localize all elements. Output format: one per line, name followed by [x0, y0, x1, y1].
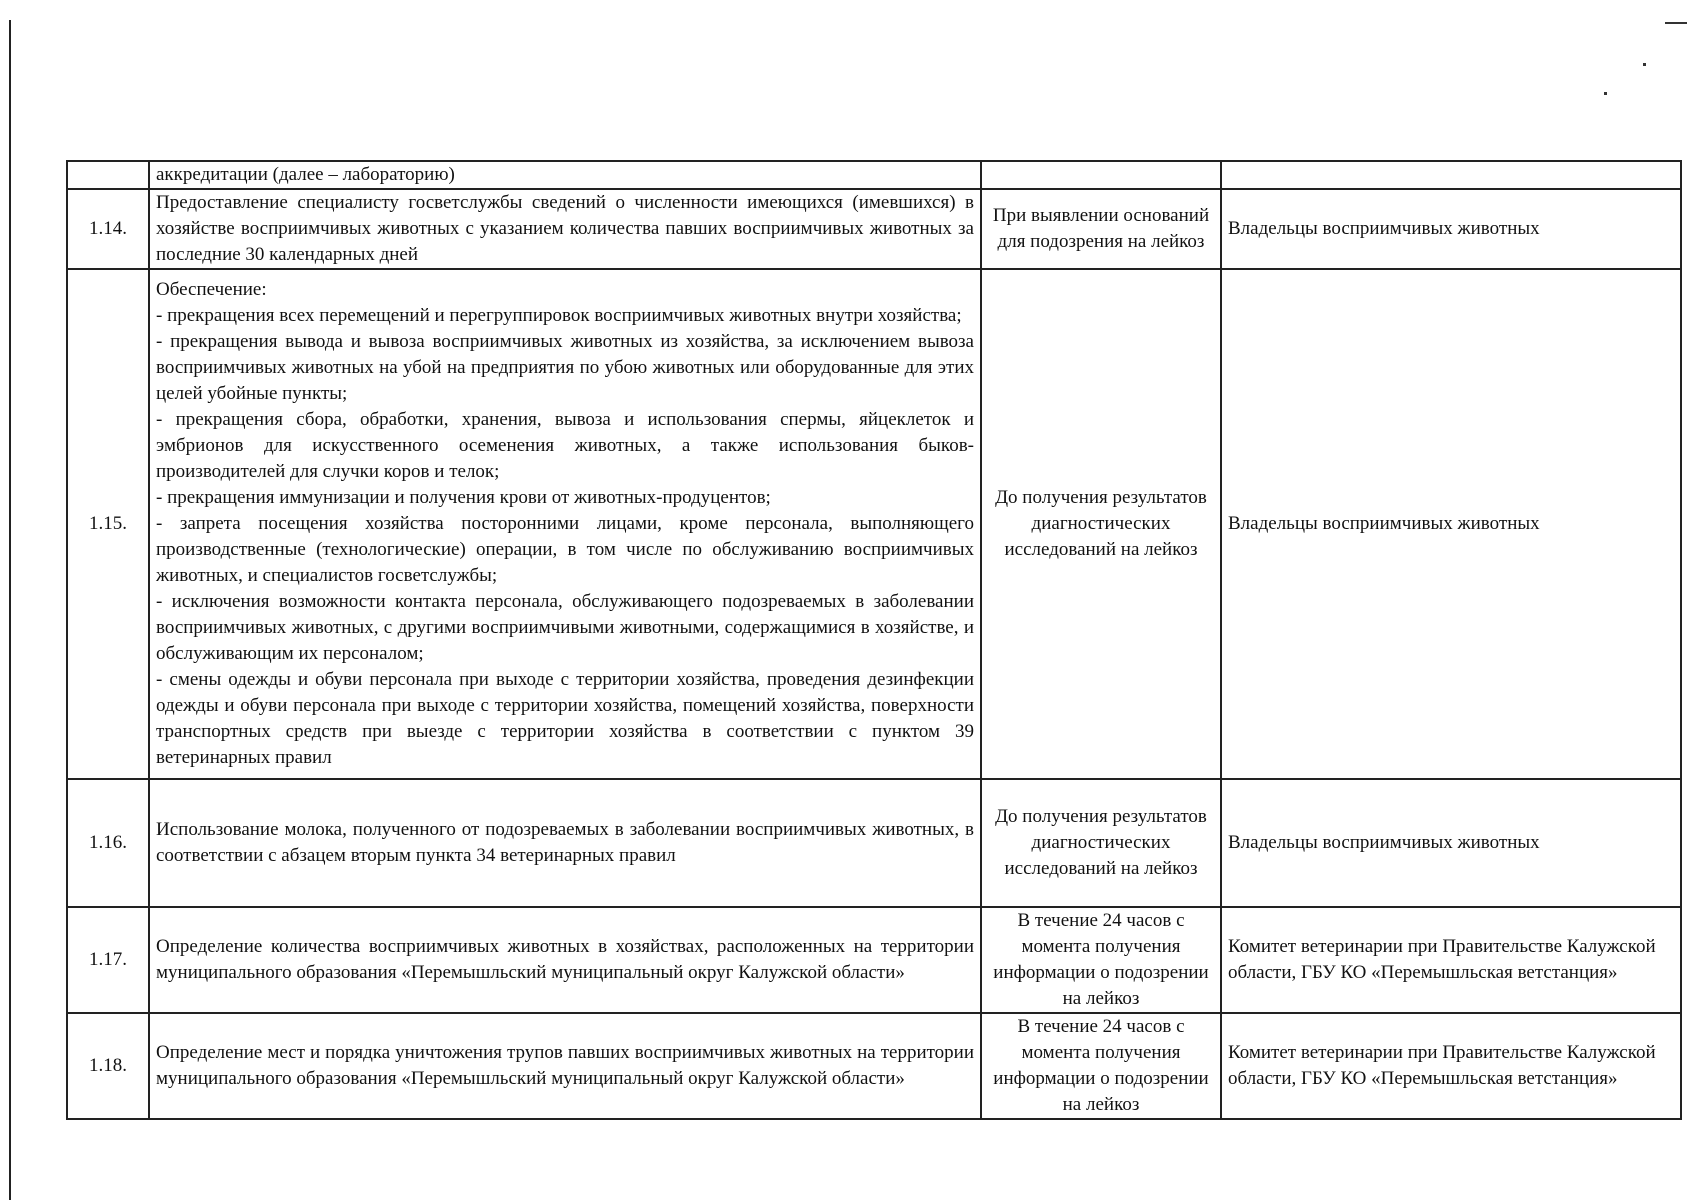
row-responsible: Комитет ветеринарии при Правительстве Калужской области, ГБУ КО «Перемышльская ветстанция»	[1221, 1013, 1681, 1119]
table-row	[67, 161, 1681, 189]
table-row	[67, 1013, 1681, 1119]
measures-table	[66, 160, 1682, 1120]
description-line: - прекращения всех перемещений и перегруппировок восприимчивых животных внутри хозяйства;	[156, 305, 962, 326]
description-line: Определение мест и порядка уничтожения трупов павших восприимчивых животных на территории муниципального образования «Перемышльский муниципальный округ Калужской области»	[156, 1042, 974, 1089]
row-term	[981, 161, 1221, 189]
row-responsible: Владельцы восприимчивых животных	[1221, 189, 1681, 269]
row-description	[149, 161, 981, 189]
row-term: До получения результатов диагностических исследований на лейкоз	[981, 269, 1221, 779]
description-line: - смены одежды и обуви персонала при выходе с территории хозяйства, проведения дезинфекции одежды и обуви персонала при выходе с территории хозяйства, помещений хозяйства, поверхности транспортных средств при выезде с территории хозяйства в соответствии с пунктом 39 ветеринарных правил	[156, 669, 974, 768]
description-line: - прекращения сбора, обработки, хранения, вывоза и использования спермы, яйцеклеток и эмбрионов для искусственного осеменения животных, а также использования быков-производителей для случки коров и телок;	[156, 409, 974, 482]
description-line: Обеспечение:	[156, 279, 267, 300]
description-line: Определение количества восприимчивых животных в хозяйствах, расположенных на территории муниципального образования «Перемышльский муниципальный округ Калужской области»	[156, 936, 974, 983]
row-number: 1.14.	[67, 189, 149, 269]
table-row	[67, 269, 1681, 779]
scan-dot	[1643, 63, 1646, 66]
row-description	[149, 269, 981, 779]
row-number: 1.15.	[67, 269, 149, 779]
row-number: 1.18.	[67, 1013, 149, 1119]
description-line: Использование молока, полученного от подозреваемых в заболевании восприимчивых животных, в соответствии с абзацем вторым пункта 34 ветеринарных правил	[156, 819, 974, 866]
row-responsible: Комитет ветеринарии при Правительстве Калужской области, ГБУ КО «Перемышльская ветстанция»	[1221, 907, 1681, 1013]
description-line: - запрета посещения хозяйства посторонними лицами, кроме персонала, выполняющего производственные (технологические) операции, в том числе по обслуживанию восприимчивых животных, и специалистов госветслужбы;	[156, 513, 974, 586]
row-description	[149, 907, 981, 1013]
row-responsible	[1221, 161, 1681, 189]
table-row	[67, 779, 1681, 907]
row-number	[67, 161, 149, 189]
description-line: Предоставление специалисту госветслужбы сведений о численности имеющихся (имевшихся) в хозяйстве восприимчивых животных с указанием количества павших восприимчивых животных за последние 30 календарных дней	[156, 192, 974, 265]
description-line: - исключения возможности контакта персонала, обслуживающего подозреваемых в заболевании восприимчивых животных, с другими восприимчивыми животными, содержащимися в хозяйстве, и обслуживающим их персоналом;	[156, 591, 974, 664]
margin-line	[9, 20, 11, 1200]
description-line: - прекращения вывода и вывоза восприимчивых животных из хозяйства, за исключением вывоза восприимчивых животных на убой на предприятия по убою животных или оборудованные для этих целей убойные пункты;	[156, 331, 974, 404]
row-term: В течение 24 часов с момента получения информации о подозрении на лейкоз	[981, 907, 1221, 1013]
row-responsible: Владельцы восприимчивых животных	[1221, 779, 1681, 907]
row-number: 1.16.	[67, 779, 149, 907]
description-line: аккредитации (далее – лабораторию)	[156, 164, 455, 185]
table-row	[67, 189, 1681, 269]
row-number: 1.17.	[67, 907, 149, 1013]
corner-dash	[1665, 22, 1687, 24]
row-description	[149, 779, 981, 907]
scan-dot	[1604, 92, 1607, 95]
row-description	[149, 1013, 981, 1119]
row-term: В течение 24 часов с момента получения информации о подозрении на лейкоз	[981, 1013, 1221, 1119]
row-term: До получения результатов диагностических исследований на лейкоз	[981, 779, 1221, 907]
row-responsible: Владельцы восприимчивых животных	[1221, 269, 1681, 779]
description-line: - прекращения иммунизации и получения крови от животных-продуцентов;	[156, 487, 771, 508]
row-description	[149, 189, 981, 269]
table-row	[67, 907, 1681, 1013]
row-term: При выявлении оснований для подозрения на лейкоз	[981, 189, 1221, 269]
